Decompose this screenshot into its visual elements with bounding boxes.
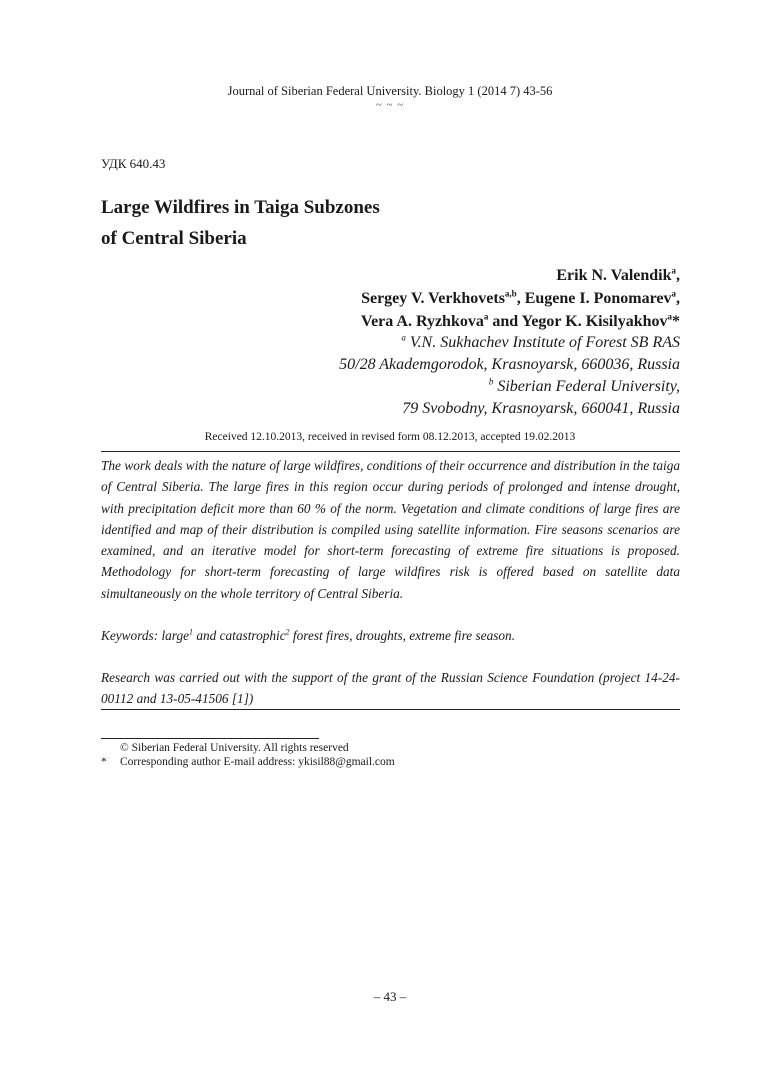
author-name: Erik N. Valendik bbox=[556, 267, 672, 284]
author-name: Sergey V. Verkhovets bbox=[361, 290, 505, 307]
received-dates: Received 12.10.2013, received in revised form 08.12.2013, accepted 19.02.2013 bbox=[204, 431, 576, 443]
abstract-top-rule bbox=[101, 451, 680, 452]
author-name: Eugene I. Ponomarev bbox=[524, 290, 672, 307]
affiliations bbox=[120, 332, 680, 420]
keywords bbox=[101, 625, 680, 646]
title-line-2: of Central Siberia bbox=[101, 228, 247, 249]
affil-mark-a: a bbox=[401, 332, 406, 343]
author-line-1: Erik N. Valendik$^a$, bbox=[556, 265, 680, 284]
author-line-2: Sergey V. Verkhovets$^{a,b}$, Eugene I. Ponomarev$^a$, bbox=[361, 288, 680, 307]
author-list bbox=[120, 264, 680, 333]
keyword-footnote-2: 2 bbox=[285, 627, 290, 637]
author-affil-mark: a bbox=[483, 311, 489, 322]
affil-b-institute: Siberian Federal University, bbox=[497, 378, 680, 395]
footnote-star: * bbox=[101, 756, 107, 768]
affiliation-a-line-2: 50/28 Akademgorodok, Krasnoyarsk, 660036, Russia bbox=[339, 356, 680, 373]
author-name: Vera A. Ryzhkova bbox=[360, 313, 484, 330]
footnote-corresponding bbox=[101, 755, 395, 770]
corresponding-email: Corresponding author E-mail address: ykisil88@gmail.com bbox=[120, 756, 395, 768]
funding-statement: Research was carried out with the support of the grant of the Russian Science Foundation (project 14-24-00112 and 13-05-41506 [1]) bbox=[101, 670, 680, 707]
affiliation-b-line-1 bbox=[120, 376, 680, 398]
page-number: – 43 – bbox=[373, 989, 407, 1004]
copyright-text: © Siberian Federal University. All rights reserved bbox=[120, 742, 349, 754]
affiliation-a-line-1 bbox=[120, 332, 680, 354]
footnote-rule bbox=[101, 738, 319, 739]
author-affil-mark: a bbox=[667, 311, 672, 322]
keywords-rest: forest fires, droughts, extreme fire season. bbox=[289, 628, 516, 643]
article-title bbox=[101, 192, 521, 254]
author-affil-mark: a bbox=[671, 288, 676, 299]
abstract-text: The work deals with the nature of large wildfires, conditions of their occurrence and distribution in the taiga of Central Siberia. The large fires in this region occur during periods of prolonged and intense drought, with precipitation deficit more than 60 % of the norm. Vegetation and climate conditions of large fires are identified and map of their distribution is compiled using satellite information. Fire seasons scenarios are examined, and an iterative model for short-term forecasting of extreme fire situations is proposed. Methodology for short-term forecasting of large wildfires risk is offered based on satellite data simultaneously on the whole territory of Central Siberia. bbox=[101, 458, 680, 601]
title-line-1: Large Wildfires in Taiga Subzones bbox=[101, 197, 380, 218]
affil-a-institute: V.N. Sukhachev Institute of Forest SB RAS bbox=[409, 334, 680, 351]
affiliation-b-line-2: 79 Svobodny, Krasnoyarsk, 660041, Russia bbox=[402, 400, 680, 417]
author-name: Yegor K. Kisilyakhov bbox=[521, 313, 668, 330]
abstract-bottom-rule bbox=[101, 709, 680, 710]
keywords-mid: and catastrophic bbox=[193, 628, 286, 643]
author-line-3 bbox=[120, 310, 680, 333]
author-conjunction: and bbox=[488, 313, 522, 330]
author-affil-mark: a bbox=[671, 265, 676, 276]
corresponding-star: * bbox=[672, 313, 680, 330]
keywords-prefix: Keywords: large bbox=[101, 628, 190, 643]
abstract bbox=[101, 455, 680, 604]
author-affil-mark: a,b bbox=[504, 288, 517, 299]
header-ornament: ~ ~ ~ bbox=[375, 99, 405, 111]
udk-code: УДК 640.43 bbox=[101, 156, 166, 171]
affil-mark-b: b bbox=[488, 376, 494, 387]
footnote-copyright bbox=[101, 741, 349, 756]
keyword-footnote-1: 1 bbox=[189, 627, 194, 637]
journal-header: Journal of Siberian Federal University. Biology 1 (2014 7) 43-56 bbox=[227, 84, 553, 98]
